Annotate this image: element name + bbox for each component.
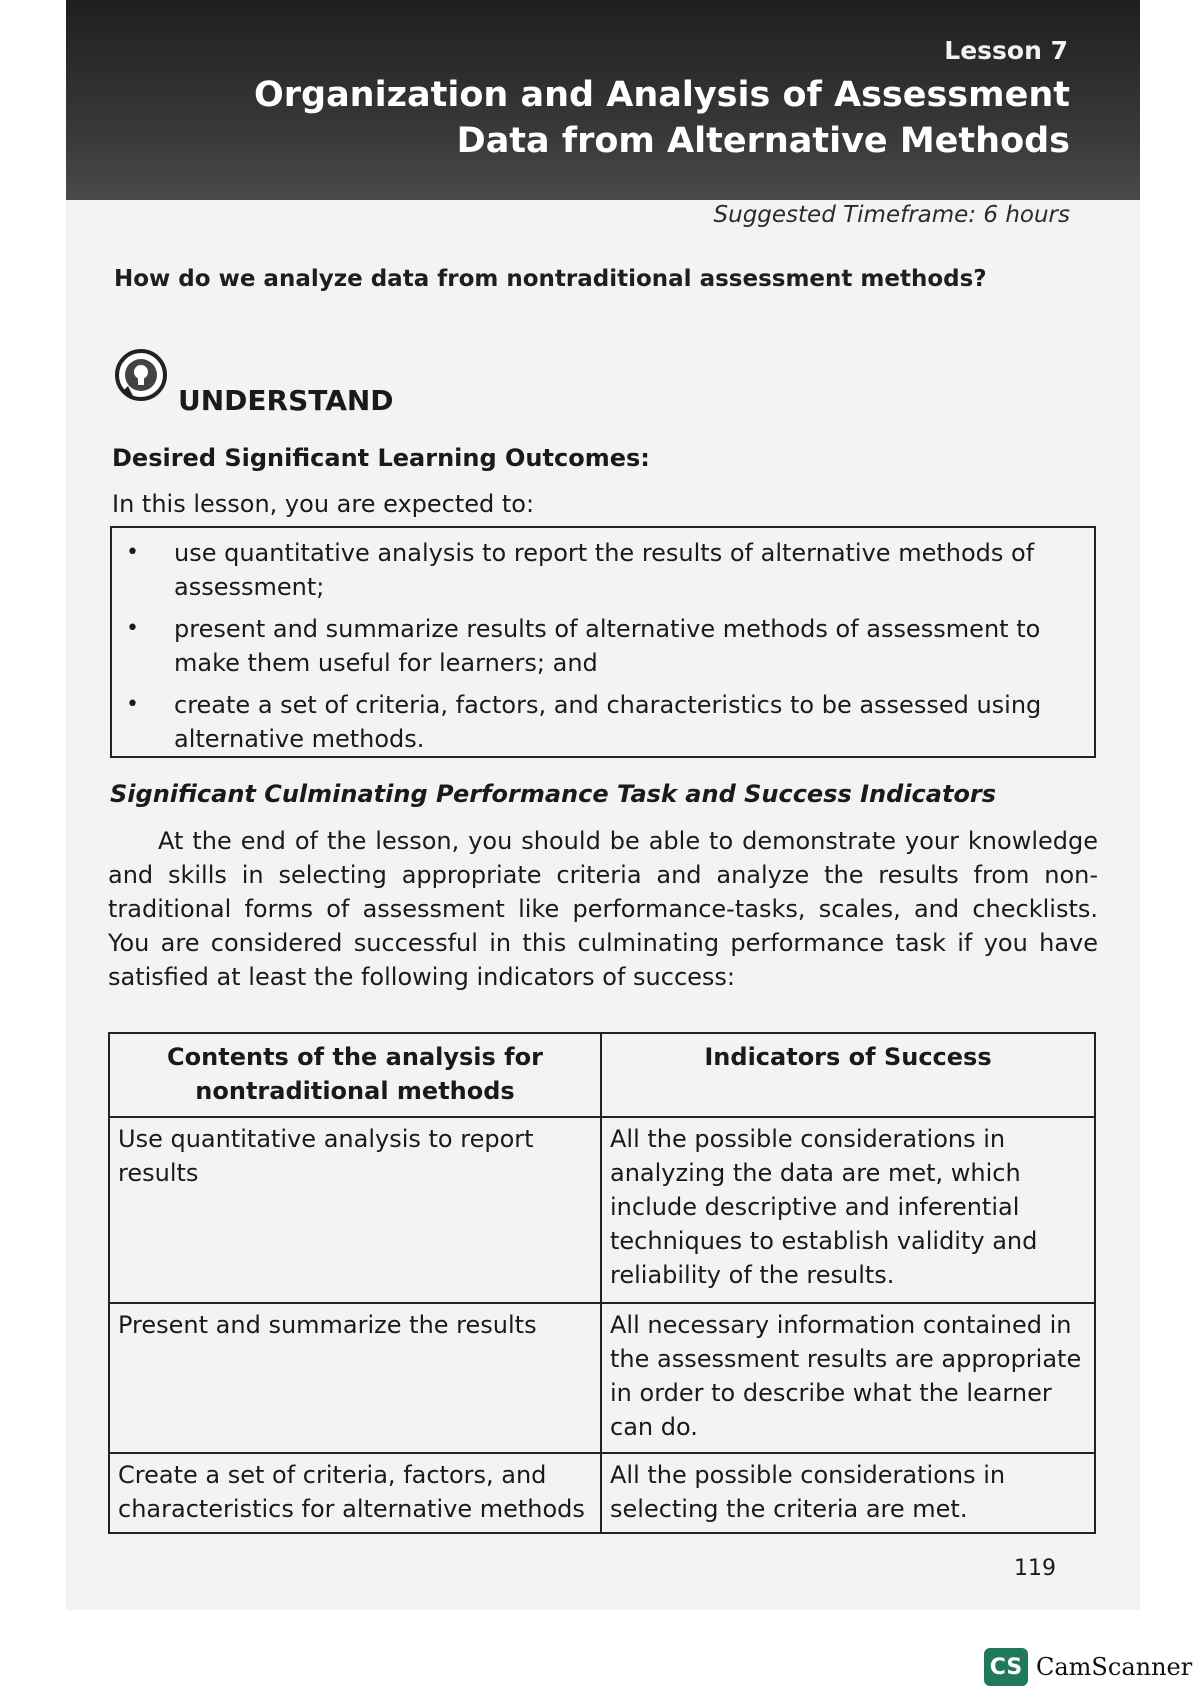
outcomes-heading: Desired Significant Learning Outcomes: xyxy=(112,444,650,472)
bullet-icon: • xyxy=(126,616,139,641)
table-row xyxy=(109,1117,1095,1303)
task-paragraph: At the end of the lesson, you should be able to demonstrate your knowledge and skills in selecting appropriate criteria and analyze the results from non-traditional forms of assessment like performance-tasks, scales, and checklists. You are considered successful in this culminating performance task if you have satisfied at least the following indicators of success: xyxy=(108,827,1098,991)
table-row xyxy=(109,1453,1095,1533)
suggested-timeframe: Suggested Timeframe: 6 hours xyxy=(713,202,1070,228)
camscanner-logo: CS xyxy=(984,1648,1028,1686)
table-cell: All necessary information contained in the assessment results are appropriate in order to describe what the learner can do. xyxy=(601,1303,1095,1453)
outcomes-list xyxy=(126,536,1074,756)
table-cell: All the possible considerations in analyzing the data are met, which include descriptive and inferential techniques to establish validity and reliability of the results. xyxy=(601,1117,1095,1303)
bullet-icon: • xyxy=(126,692,139,717)
table-header-row xyxy=(109,1033,1095,1117)
lesson-label: Lesson 7 xyxy=(944,36,1068,65)
column-header: Indicators of Success xyxy=(601,1033,1095,1117)
table-cell: Create a set of criteria, factors, and characteristics for alternative methods xyxy=(109,1453,601,1533)
table-cell: Present and summarize the results xyxy=(109,1303,601,1453)
success-indicators-table xyxy=(108,1032,1096,1534)
book-page xyxy=(66,0,1140,1610)
lightbulb-icon xyxy=(114,348,168,402)
camscanner-text: CamScanner xyxy=(1036,1653,1193,1681)
list-item: • present and summarize results of alternative methods of assessment to make them useful for learners; and xyxy=(126,612,1074,680)
list-item: • use quantitative analysis to report the results of alternative methods of assessment; xyxy=(126,536,1074,604)
bullet-icon: • xyxy=(126,540,139,565)
page-number: 119 xyxy=(1014,1556,1056,1581)
table-cell: All the possible considerations in selecting the criteria are met. xyxy=(601,1453,1095,1533)
column-header: Contents of the analysis for nontraditional methods xyxy=(109,1033,601,1117)
camscanner-watermark xyxy=(984,1648,1192,1686)
table-row xyxy=(109,1303,1095,1453)
table-cell: Use quantitative analysis to report results xyxy=(109,1117,601,1303)
list-item: • create a set of criteria, factors, and characteristics to be assessed using alternative methods. xyxy=(126,688,1074,756)
understand-heading: UNDERSTAND xyxy=(178,384,394,417)
outcomes-box xyxy=(110,526,1096,758)
lesson-header-band xyxy=(66,0,1140,200)
task-heading: Significant Culminating Performance Task and Success Indicators xyxy=(110,780,997,808)
guiding-question: How do we analyze data from nontraditional assessment methods? xyxy=(114,266,987,292)
outcomes-intro: In this lesson, you are expected to: xyxy=(112,490,535,518)
lesson-title: Organization and Analysis of Assessment Data from Alternative Methods xyxy=(254,75,1070,161)
